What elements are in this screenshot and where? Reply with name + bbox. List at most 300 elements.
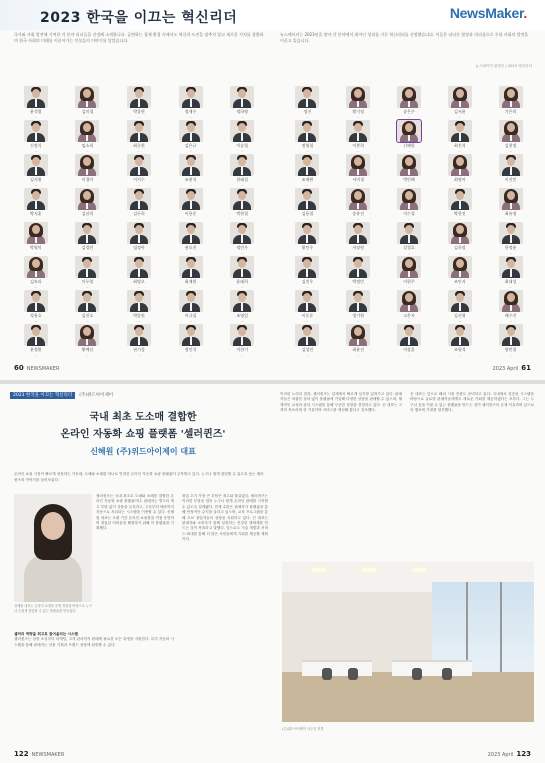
- leader-card: [64, 120, 112, 153]
- footer-label: 2023 April: [487, 752, 514, 758]
- office-window: [432, 582, 534, 672]
- section-tag: [10, 392, 113, 398]
- leader-title-line: —: [189, 353, 192, 357]
- leader-name: 임소희: [81, 143, 94, 148]
- photo-head: [187, 293, 195, 302]
- leader-name: 김성민: [301, 347, 314, 352]
- leader-title-line: —: [240, 115, 244, 119]
- leader-photo: [75, 222, 99, 244]
- window-frame: [466, 582, 468, 672]
- leader-title-line: —: [34, 353, 38, 357]
- leader-name: 정용호: [30, 313, 42, 318]
- leader-name: 박종현: [133, 313, 145, 318]
- photo-head: [456, 327, 464, 336]
- photo-tie: [241, 337, 243, 345]
- leader-photo: [24, 222, 48, 244]
- photo-head: [507, 191, 515, 200]
- office-chair: [412, 668, 422, 680]
- leader-title-line: —: [509, 353, 512, 357]
- leader-photo: [499, 86, 523, 108]
- leader-photo: [448, 222, 472, 244]
- leader-card: [284, 120, 331, 153]
- leader-card: [115, 86, 163, 119]
- leader-title-line: —: [509, 149, 512, 153]
- photo-head: [135, 259, 143, 268]
- photo-head: [354, 123, 362, 132]
- leader-title-line: —: [306, 285, 309, 289]
- leader-card: [487, 86, 534, 119]
- leader-card: [167, 120, 215, 153]
- leader-name: 박현철: [236, 211, 248, 216]
- photo-head: [32, 293, 40, 302]
- leader-name: 최유정: [504, 211, 517, 216]
- leader-photo: [75, 256, 99, 278]
- leader-name: 이경아: [81, 177, 94, 182]
- leader-photo: [499, 188, 523, 210]
- photo-head: [456, 293, 464, 302]
- leader-card: [335, 222, 382, 255]
- leader-photo: [295, 290, 319, 312]
- leader-photo: [397, 256, 421, 278]
- photo-tie: [35, 167, 37, 175]
- leader-title-line: —: [458, 353, 462, 357]
- leader-name: 고은지: [403, 313, 415, 318]
- leader-name: 서미경: [352, 177, 364, 182]
- leader-name: 이선민: [504, 177, 517, 182]
- photo-head: [135, 191, 143, 200]
- leader-title-line: —: [85, 183, 89, 187]
- leader-title-line: —: [240, 217, 244, 221]
- leader-title-line: —: [458, 149, 462, 153]
- photo-head: [135, 123, 143, 132]
- leader-photo: [295, 256, 319, 278]
- ceo-portrait-photo: [14, 494, 92, 602]
- leader-card: [335, 290, 382, 323]
- leader-name: 신혜원: [403, 143, 415, 148]
- leader-card: [386, 290, 433, 323]
- photo-head: [32, 327, 40, 336]
- leader-card: [335, 120, 382, 153]
- leader-name: 윤태희: [236, 279, 248, 284]
- leader-photo: [499, 120, 523, 142]
- leader-title-line: —: [85, 149, 89, 153]
- leader-title-line: —: [34, 319, 38, 323]
- photo-tie: [35, 201, 37, 209]
- leader-card: [386, 86, 433, 119]
- photo-head: [303, 327, 311, 336]
- section-label: 2023 한국을 이끄는 혁신리더: [10, 392, 75, 399]
- photo-tie: [190, 167, 192, 175]
- photo-head: [456, 157, 464, 166]
- leader-name: 정재우: [184, 109, 197, 114]
- leader-card: [436, 188, 483, 221]
- leader-photo: [230, 222, 254, 244]
- photo-tie: [357, 303, 359, 311]
- leader-photo: [179, 290, 203, 312]
- leader-title-line: —: [137, 183, 141, 187]
- leader-photo: [499, 290, 523, 312]
- page-number: 60: [14, 364, 24, 372]
- leader-photo: [179, 188, 203, 210]
- leader-photo: [448, 256, 472, 278]
- leader-photo: [295, 154, 319, 176]
- photo-head: [405, 293, 413, 302]
- leader-photo: [295, 222, 319, 244]
- leader-name: 박영미: [30, 245, 42, 250]
- photo-tie: [35, 99, 37, 107]
- page-footer-left: [14, 750, 64, 758]
- leader-photo: [127, 256, 151, 278]
- photo-tie: [138, 133, 140, 141]
- leader-photo: [127, 86, 151, 108]
- leader-grid-left: [12, 86, 266, 356]
- leader-name: 김은규: [184, 143, 197, 148]
- leader-card: [12, 256, 60, 289]
- leader-photo: [24, 188, 48, 210]
- leader-card: [115, 324, 163, 357]
- leader-photo: [499, 324, 523, 346]
- leader-title-line: —: [34, 285, 38, 289]
- photo-tie: [357, 269, 359, 277]
- leader-photo: [75, 86, 99, 108]
- leader-card: [115, 290, 163, 323]
- leader-photo: [179, 86, 203, 108]
- leader-card: [335, 188, 382, 221]
- leader-title-line: —: [34, 217, 38, 221]
- leader-photo: [295, 188, 319, 210]
- leader-title-line: —: [356, 149, 360, 153]
- leader-photo: [75, 154, 99, 176]
- leader-name: 최중현: [133, 143, 145, 148]
- leader-photo: [346, 120, 370, 142]
- photo-head: [135, 89, 143, 98]
- photo-head: [32, 123, 40, 132]
- leader-card: [64, 86, 112, 119]
- leader-name: 김보라: [30, 279, 42, 284]
- photo-tie: [306, 167, 308, 175]
- leader-name: 정진: [303, 109, 312, 114]
- photo-head: [32, 157, 40, 166]
- leader-name: 박인혜: [403, 177, 415, 182]
- leader-title-line: —: [458, 251, 462, 255]
- photo-tie: [138, 269, 140, 277]
- leader-title-line: —: [509, 285, 512, 289]
- article-paragraph: 셀러퀸즈는 상품 소싱부터 마케팅, 고객 관리까지 판매에 필요한 모든 과정을 지원한다. 특히 자동화 시스템을 통해 판매자는 상품 기획과 브랜드 성장에 집중할 수 있다.: [14, 637, 174, 647]
- leader-title-line: —: [458, 217, 462, 221]
- photo-tie: [306, 133, 308, 141]
- leader-title-line: —: [306, 251, 309, 255]
- leader-name: 이봉희: [352, 143, 364, 148]
- office-desk: [392, 660, 472, 676]
- photo-tie: [86, 269, 88, 277]
- photo-tie: [241, 167, 243, 175]
- leader-title-line: —: [189, 149, 192, 153]
- photo-tie: [35, 303, 37, 311]
- photo-head: [303, 191, 311, 200]
- leader-card: [115, 120, 163, 153]
- photo-head: [135, 327, 143, 336]
- leader-card: [386, 222, 433, 255]
- photo-tie: [459, 133, 461, 141]
- photo-head: [405, 327, 413, 336]
- leader-photo: [230, 324, 254, 346]
- leader-name: 송은주: [403, 109, 415, 114]
- leader-card: [436, 222, 483, 255]
- leader-title-line: —: [34, 183, 38, 187]
- leader-title-line: —: [356, 251, 360, 255]
- photo-tie: [306, 269, 308, 277]
- leader-card: [218, 188, 266, 221]
- leader-card: [386, 154, 433, 187]
- leader-card: [167, 256, 215, 289]
- leader-title-line: —: [356, 115, 360, 119]
- photo-tie: [138, 235, 140, 243]
- photo-head: [187, 225, 195, 234]
- leader-card: [436, 154, 483, 187]
- leader-name: 서장원: [352, 245, 364, 250]
- photo-head: [456, 191, 464, 200]
- leader-title-line: —: [189, 285, 192, 289]
- leader-name: 김희정: [453, 245, 466, 250]
- photo-head: [83, 293, 91, 302]
- article-title-line2: 온라인 자동화 쇼핑 플랫폼 '셀러퀸즈': [60, 429, 226, 440]
- leader-card: [284, 86, 331, 119]
- leader-photo: [179, 324, 203, 346]
- leader-photo: [346, 324, 370, 346]
- photo-head: [354, 225, 362, 234]
- leader-card: [115, 222, 163, 255]
- photo-tie: [510, 167, 512, 175]
- leader-name: 최진석: [453, 143, 466, 148]
- leader-card: [386, 324, 433, 357]
- photo-head: [187, 259, 195, 268]
- photo-head: [303, 293, 311, 302]
- leader-card: [436, 86, 483, 119]
- leader-photo: [24, 86, 48, 108]
- leader-name: 김용철: [301, 211, 314, 216]
- leader-title-line: —: [407, 285, 411, 289]
- leader-photo: [448, 324, 472, 346]
- article-header: [20, 408, 266, 457]
- photo-head: [405, 89, 413, 98]
- leader-title-line: —: [306, 115, 309, 119]
- leader-card: [64, 188, 112, 221]
- leader-photo: [230, 154, 254, 176]
- leader-title-line: —: [458, 115, 462, 119]
- photo-tie: [138, 99, 140, 107]
- photo-head: [507, 327, 515, 336]
- page-footer-left: [14, 364, 59, 372]
- office-photo: [282, 562, 534, 722]
- leader-title-line: —: [509, 183, 512, 187]
- photo-head: [32, 259, 40, 268]
- leader-name: 김진호: [81, 313, 94, 318]
- leader-title-line: —: [509, 319, 512, 323]
- leader-title-line: —: [189, 217, 192, 221]
- leader-card: [335, 86, 382, 119]
- photo-tie: [190, 303, 192, 311]
- leader-photo: [179, 256, 203, 278]
- leader-title-line: —: [407, 319, 411, 323]
- photo-tie: [86, 235, 88, 243]
- brand-logo: [450, 5, 527, 21]
- leader-name: 조원석: [453, 347, 466, 352]
- leader-photo: [230, 120, 254, 142]
- photo-head: [187, 327, 195, 336]
- leader-title-line: —: [356, 285, 360, 289]
- photo-head: [187, 157, 195, 166]
- photo-tie: [306, 337, 308, 345]
- leader-card: [487, 188, 534, 221]
- brand-text: NewsMaker: [449, 5, 524, 21]
- leader-card: [64, 222, 112, 255]
- leader-title-line: —: [240, 285, 244, 289]
- page-number: 123: [516, 750, 531, 758]
- leader-photo: [448, 188, 472, 210]
- leader-card: [284, 290, 331, 323]
- photo-head: [507, 123, 515, 132]
- photo-tie: [306, 201, 308, 209]
- photo-head: [238, 259, 246, 268]
- photo-head: [405, 157, 413, 166]
- photo-tie: [306, 303, 308, 311]
- leader-card: [284, 222, 331, 255]
- leader-name: 이수경: [403, 211, 415, 216]
- leader-title-line: —: [137, 217, 141, 221]
- leader-name: 정영철: [301, 143, 314, 148]
- leader-photo: [448, 120, 472, 142]
- photo-head: [32, 89, 40, 98]
- leader-photo: [295, 86, 319, 108]
- photo-head: [303, 157, 311, 166]
- leader-name: 김두희: [133, 211, 145, 216]
- leader-title-line: —: [458, 183, 462, 187]
- photo-tie: [408, 235, 410, 243]
- leader-photo: [397, 86, 421, 108]
- ceiling-lamp: [362, 568, 376, 572]
- page-number: 122: [14, 750, 29, 758]
- leader-photo: [346, 86, 370, 108]
- leader-card: [436, 256, 483, 289]
- leader-title-line: —: [189, 319, 192, 323]
- photo-tie: [190, 133, 192, 141]
- leader-title-line: —: [509, 217, 512, 221]
- leader-name: 이상훈: [403, 347, 415, 352]
- leader-name: 김선희: [81, 211, 94, 216]
- photo-head: [303, 89, 311, 98]
- leader-title-line: —: [34, 251, 38, 255]
- leader-card: [167, 86, 215, 119]
- photo-tie: [357, 235, 359, 243]
- photo-tie: [190, 269, 192, 277]
- leader-name: 배수진: [504, 313, 517, 318]
- photo-head: [303, 225, 311, 234]
- leader-name: 황민우: [301, 245, 314, 250]
- article-column-d: 이러한 노력의 결과, 셀러퀸즈는 업계에서 빠르게 입지를 넓혀가고 있다. 판매자들은 복잡한 절차 없이 플랫폼에 가입해 다양한 상품을 판매할 수 있으며, 체계적인 교육과 관리 시스템을 통해 꾸준한 성장을 경험하고 있다. 신 대표는 고객의 목소리에 귀 기울이며 서비스를 개선해 왔다고 강조했다.: [280, 392, 402, 413]
- photo-head: [507, 225, 515, 234]
- footer-label: 2023 April: [492, 366, 519, 372]
- leader-photo: [346, 256, 370, 278]
- photo-head: [405, 191, 413, 200]
- photo-head: [83, 225, 91, 234]
- leader-name: 김경민: [81, 245, 94, 250]
- page-title: 2023 한국을 이끄는 혁신리더: [40, 10, 238, 26]
- leader-photo: [127, 120, 151, 142]
- leader-card: [436, 120, 483, 153]
- leader-name: 조현석: [184, 177, 197, 182]
- leader-name: 신정식: [30, 143, 42, 148]
- leader-name: 정인석: [184, 347, 197, 352]
- leader-title-line: —: [240, 353, 244, 357]
- photo-head: [456, 89, 464, 98]
- leader-photo: [346, 154, 370, 176]
- photo-head: [456, 225, 464, 234]
- leader-name: 정하영: [236, 109, 248, 114]
- leader-photo: [499, 256, 523, 278]
- section-company: (주)위드아이제이: [79, 393, 114, 398]
- leader-photo: [179, 222, 203, 244]
- leader-title-line: —: [509, 251, 512, 255]
- leader-photo: [397, 222, 421, 244]
- photo-tie: [190, 201, 192, 209]
- photo-head: [187, 123, 195, 132]
- photo-tie: [459, 201, 461, 209]
- leader-title-line: —: [407, 353, 411, 357]
- leader-card: [386, 256, 433, 289]
- leader-card: [64, 256, 112, 289]
- leader-name: 조재완: [301, 177, 314, 182]
- leader-photo: [127, 188, 151, 210]
- brand-dot-icon: .: [523, 5, 527, 21]
- photo-head: [405, 259, 413, 268]
- leader-name: 최명아: [453, 177, 466, 182]
- leader-name: 이현주: [403, 279, 415, 284]
- leader-photo: [397, 154, 421, 176]
- leader-card: [115, 154, 163, 187]
- leader-title-line: —: [189, 251, 192, 255]
- leader-card: [115, 256, 163, 289]
- leader-title-line: —: [356, 217, 360, 221]
- leader-card: [386, 120, 433, 153]
- photo-head: [354, 259, 362, 268]
- photo-tie: [190, 99, 192, 107]
- leader-photo: [179, 154, 203, 176]
- leader-photo: [230, 290, 254, 312]
- leader-name: 조민서: [453, 279, 466, 284]
- photo-head: [456, 259, 464, 268]
- leader-photo: [230, 188, 254, 210]
- photo-head: [456, 123, 464, 132]
- leader-name: 권오진: [184, 245, 197, 250]
- leader-name: 이규섭: [184, 313, 197, 318]
- photo-tie: [190, 337, 192, 345]
- leader-title-line: —: [356, 183, 360, 187]
- photo-head: [507, 293, 515, 302]
- ceiling-lamp: [412, 568, 426, 572]
- article-title-line1: 국내 최초 도소매 결합한: [89, 412, 197, 423]
- leader-title-line: —: [137, 149, 141, 153]
- photo-tie: [510, 337, 512, 345]
- leader-photo: [127, 290, 151, 312]
- leader-title-line: —: [85, 115, 89, 119]
- leader-title-line: —: [240, 251, 244, 255]
- leader-title-line: —: [137, 353, 141, 357]
- leader-card: [218, 324, 266, 357]
- photo-tie: [241, 303, 243, 311]
- leader-title-line: —: [458, 319, 462, 323]
- leader-name: 이승철: [236, 143, 248, 148]
- leader-name: 한태섭: [236, 177, 248, 182]
